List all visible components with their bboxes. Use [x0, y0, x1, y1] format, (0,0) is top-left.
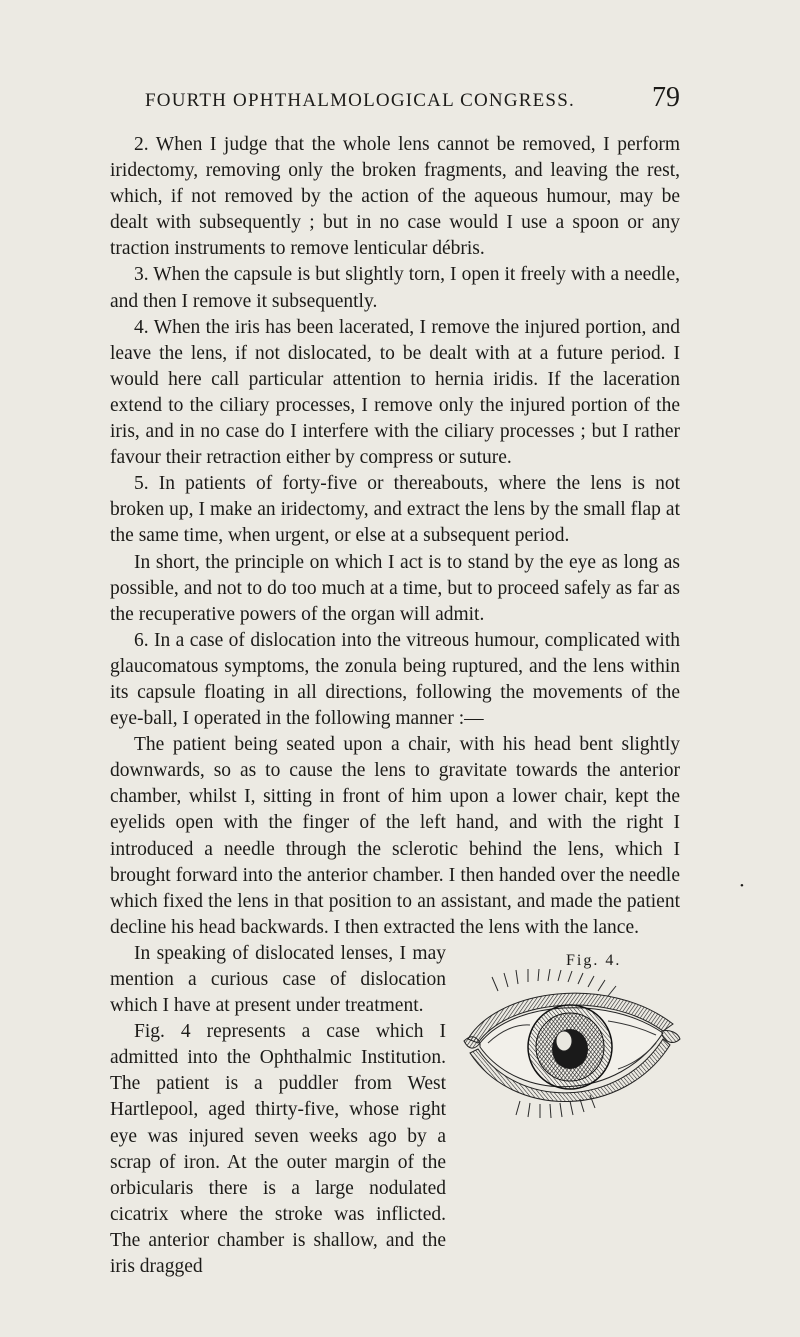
paragraph-fig-4: Fig. 4 represents a case which I admitted into the Ophthalmic Institution. The patient is a puddler from West Hartlepool, aged thirty-five, whose right eye was injured seven weeks ago by a scrap of iron. At the outer margin of the orbicularis there is a large nodulated cicatrix where the stroke was inflicted. The anterior chamber is shallow, and the iris dragged	[110, 1021, 446, 1278]
paragraph-6: 6. In a case of dislocation into the vitreous humour, complicated with glaucomatous symptoms, the zonula being ruptured, and the lens within its capsule floating in all directions, following the movements of the eye-ball, I operated in the following manner :—	[110, 629, 680, 730]
paragraph-in-short: In short, the principle on which I act is to stand by the eye as long as possible, and not to do too much at a time, but to proceed safely as far as the recuperative powers of the organ will admit.	[110, 551, 680, 625]
paragraph-procedure: The patient being seated upon a chair, with his head bent slightly downwards, so as to cause the lens to gravitate towards the anterior chamber, whilst I, sitting in front of him upon a lower chair, kept the eyelids open with the finger of the left hand, and with the right I introduced a needle through the sclerotic behind the lens, which I brought forward into the anterior chamber. I then handed over the needle which fixed the lens in that position to an assistant, and made the patient decline his head backwards. I then extracted the lens with the lance.	[110, 734, 680, 938]
figure-4	[458, 945, 688, 1237]
page-number: 79	[652, 82, 680, 113]
page-header	[110, 84, 680, 124]
figure-caption: Fig. 4.	[566, 951, 622, 969]
paragraph-3: 3. When the capsule is but slightly torn, I open it freely with a needle, and then I remove it subsequently.	[110, 264, 680, 312]
paragraph-4: 4. When the iris has been lacerated, I remove the injured portion, and leave the lens, if not dislocated, to be dealt with at a future period. I would here call particular attention to hernia iridis. If the laceration extend to the ciliary processes, I remove only the injured portion of the iris, and in no case do I interfere with the ciliary processes ; but I rather favour their retraction either by compress or suture.	[110, 316, 680, 469]
body-text	[110, 132, 680, 1280]
figure-wrap-block	[110, 941, 680, 1280]
paragraph-5: 5. In patients of forty-five or thereabouts, where the lens is not broken up, I make an iridectomy, and extract the lens by the small flap at the same time, when urgent, or else at a subsequent period.	[110, 473, 680, 547]
eye-illustration-icon	[458, 969, 688, 1119]
paragraph-dislocated-lenses: In speaking of dislocated lenses, I may mention a curious case of dislocation which I have at present under treatment.	[110, 942, 446, 1017]
running-head: FOURTH OPHTHALMOLOGICAL CONGRESS.	[145, 90, 575, 111]
paragraph-2: 2. When I judge that the whole lens cannot be removed, I perform iridectomy, removing only the broken fragments, and leaving the rest, which, if not removed by the action of the aqueous humour, may be dealt with subsequently ; but in no case would I use a spoon or any traction instruments to remove lenticular débris.	[110, 134, 680, 260]
margin-mark: •	[740, 880, 744, 892]
